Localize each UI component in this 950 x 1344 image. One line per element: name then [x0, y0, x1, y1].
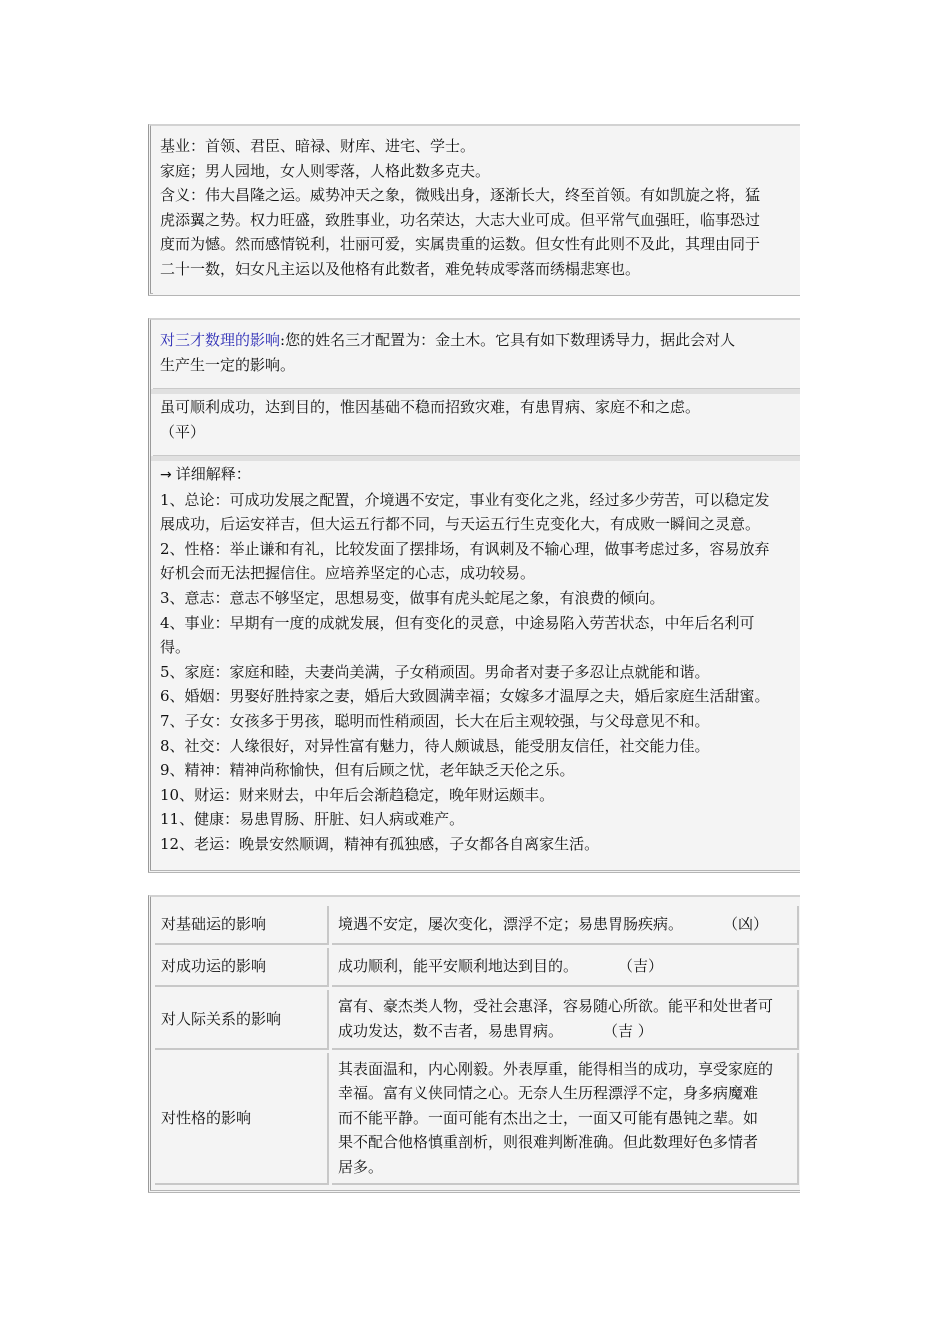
- row-value: [332, 990, 799, 1050]
- detail-line: 6、婚姻：男娶好胜持家之妻，婚后大致圆满幸福；女嫁多才温厚之夫，婚后家庭生活甜蜜。: [160, 687, 770, 706]
- detail-line: 5、家庭：家庭和睦，夫妻尚美满，子女稍顽固。男命者对妻子多忍让点就能和谐。: [160, 662, 710, 681]
- table-row: [155, 1053, 799, 1185]
- sancai-label: 对三才数理的影响: [160, 331, 281, 349]
- meaning-text: [153, 134, 800, 294]
- table-row: [155, 948, 799, 987]
- divider: [151, 456, 800, 461]
- detail-explanation: [153, 462, 800, 867]
- row-value: [332, 948, 799, 987]
- meaning-line: 度而为憾。然而感情锐利，壮丽可爱，实属贵重的运数。但女性有此则不及此，其理由同于: [160, 235, 761, 254]
- right-arrow-icon: →: [160, 467, 172, 483]
- row-text: 居多。: [338, 1157, 384, 1176]
- row-text: 而不能平静。一面可能有杰出之士，一面又可能有愚钝之辈。如: [338, 1108, 759, 1127]
- sancai-summary: [153, 395, 800, 456]
- row-label: 对基础运的影响: [155, 906, 329, 945]
- detail-line: 2、性格：举止谦和有礼，比较发面了摆排场，有讽刺及不输心理，做事考虑过多，容易放弃: [160, 539, 770, 558]
- detail-line: 7、子女：女孩多于男孩，聪明而性稍顽固，长大在后主观较强，与父母意见不和。: [160, 711, 710, 730]
- detail-line: 12、老运：晚景安然顺调，精神有孤独感，子女都各自离家生活。: [160, 834, 600, 853]
- detail-line: 8、社交：人缘很好，对异性富有魅力，待人颇诚恳，能受朋友信任，社交能力佳。: [160, 736, 710, 755]
- fortune-tag: （吉）: [618, 957, 664, 976]
- meaning-panel: [148, 124, 800, 296]
- fortune-tag: （吉 ）: [603, 1022, 653, 1040]
- detail-line: 得。: [160, 638, 191, 657]
- detail-line: 4、事业：早期有一度的成就发展，但有变化的灵意，中途易陷入劳苦状态，中年后名利可: [160, 613, 755, 632]
- row-text: 境遇不安定，屡次变化，漂浮不定；易患胃肠疾病。: [338, 915, 684, 934]
- sancai-panel: [148, 318, 800, 873]
- sancai-text-cont: 生产生一定的影响。: [160, 355, 296, 374]
- detail-line: 1、总论：可成功发展之配置，介境遇不安定，事业有变化之兆，经过多少劳苦，可以稳定发: [160, 490, 770, 509]
- row-text: 果不配合他格慎重剖析，则很难判断准确。但此数理好色多情者: [338, 1133, 759, 1152]
- detail-line: 11、健康：易患胃肠、肝脏、妇人病或难产。: [160, 810, 465, 829]
- row-text: 富有、豪杰类人物，受社会惠泽，容易随心所欲。能平和处世者可: [338, 997, 774, 1016]
- summary-tag: （平）: [160, 422, 206, 441]
- detail-line: 展成功，后运安祥吉，但大运五行都不同，与天运五行生克变化大，有成败一瞬间之灵意。: [160, 515, 761, 534]
- sancai-text: :您的姓名三才配置为：金土木。它具有如下数理诱导力，据此会对人: [280, 331, 736, 349]
- divider: [151, 389, 800, 394]
- detail-line: 9、精神：精神尚称愉快，但有后顾之忧，老年缺乏天伦之乐。: [160, 761, 575, 780]
- meaning-line: 家庭；男人园地，女人则零落，人格此数多克夫。: [160, 161, 491, 180]
- table-row: [155, 906, 799, 945]
- sancai-intro: [153, 328, 800, 389]
- row-label: 对人际关系的影响: [155, 990, 329, 1050]
- meaning-line: 虎添翼之势。权力旺盛，致胜事业，功名荣达，大志大业可成。但平常气血强旺，临事恐过: [160, 210, 761, 229]
- row-text: 成功顺利，能平安顺利地达到目的。: [338, 957, 579, 976]
- summary-text: 虽可顺利成功，达到目的，惟因基础不稳而招致灾难，有患胃病、家庭不和之虑。: [160, 398, 701, 416]
- row-value: [332, 1053, 799, 1185]
- detail-line: 3、意志：意志不够坚定，思想易变，做事有虎头蛇尾之象，有浪费的倾向。: [160, 588, 665, 607]
- meaning-line: 二十一数，妇女凡主运以及他格有此数者，难免转成零落而绣榻悲寒也。: [160, 259, 641, 278]
- detail-line: 好机会而无法把握信住。应培养坚定的心志，成功较易。: [160, 564, 536, 583]
- influence-panel: [148, 895, 800, 1193]
- table-row: [155, 990, 799, 1050]
- row-text: 其表面温和，内心刚毅。外表厚重，能得相当的成功，享受家庭的: [338, 1059, 774, 1078]
- row-label: 对性格的影响: [155, 1053, 329, 1185]
- meaning-line: 含义：伟大昌隆之运。威势冲天之象，微贱出身，逐渐长大，终至首领。有如凯旋之将，猛: [160, 186, 761, 205]
- detail-title: 详细解释：: [175, 465, 251, 483]
- row-label: 对成功运的影响: [155, 948, 329, 987]
- meaning-line: 基业：首领、君臣、暗禄、财库、进宅、学士。: [160, 137, 476, 155]
- detail-line: 10、财运：财来财去，中年后会渐趋稳定，晚年财运颇丰。: [160, 785, 555, 804]
- row-value: [332, 906, 799, 945]
- fortune-tag: （凶）: [723, 915, 769, 934]
- row-text: 成功发达，数不吉者，易患胃病。: [338, 1022, 564, 1040]
- influence-table: [152, 903, 802, 1188]
- row-text: 幸福。富有义侠同情之心。无奈人生历程漂浮不定，身多病魔难: [338, 1084, 759, 1103]
